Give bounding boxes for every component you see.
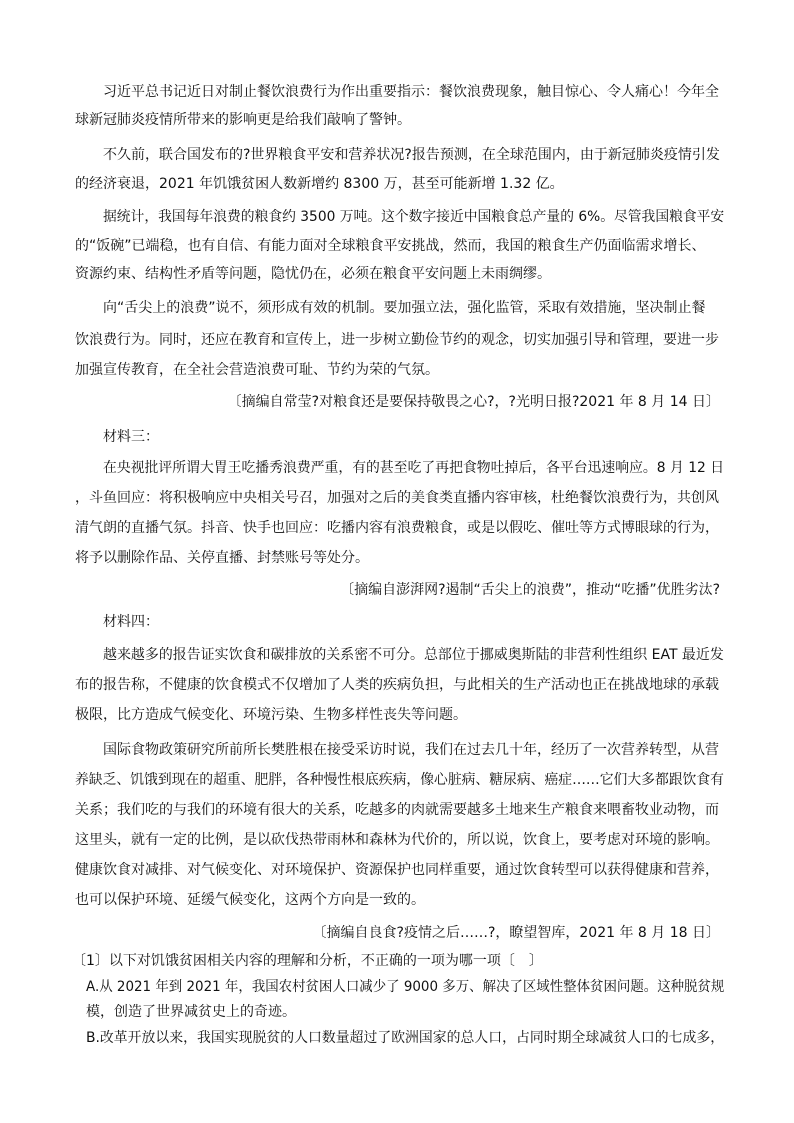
- paragraph-line: 资源约束、结构性矛盾等问题，隐忧仍在，必须在粮食平安问题上未雨绸缪。: [75, 266, 551, 282]
- option-a-line: A.从 2021 年到 2021 年，我国农村贫困人口减少了 9000 多万、解决了区域性整体贫困问题。这种脱贫规: [86, 979, 725, 995]
- paragraph-line: 国际食物政策研究所前所长樊胜根在接受采访时说，我们在过去几十年，经历了一次营养转型，从营: [103, 742, 719, 758]
- paragraph-line: 在央视批评所谓大胃王吃播秀浪费严重，有的甚至吃了再把食物吐掉后，各平台迅速响应。8 月 12 日: [103, 460, 725, 476]
- paragraph-line: 关系；我们吃的与我们的环境有很大的关系，吃越多的肉就需要越多土地来生产粮食来喂畜牧业动物，而: [75, 802, 719, 818]
- paragraph-line: 养缺乏、饥饿到现在的超重、肥胖，各种慢性根底疾病，像心脏病、糖尿病、癌症……它们大多都跟饮食有: [75, 772, 724, 788]
- paragraph-line: 球新冠肺炎疫情所带来的影响更是给我们敲响了警钟。: [75, 112, 411, 128]
- material-heading: 材料三：: [103, 429, 159, 445]
- paragraph-line: 将予以删除作品、关停直播、封禁账号等处分。: [75, 550, 369, 566]
- paragraph-line: 极限，比方造成气候变化、环境污染、生物多样性丧失等问题。: [75, 707, 467, 723]
- paragraph-line: 的“饭碗”已端稳，也有自信、有能力面对全球粮食平安挑战，然而，我国的粮食生产仍面临需求增长、: [75, 238, 706, 254]
- paragraph-line: 饮浪费行为。同时，还应在教育和宣传上，进一步树立勤俭节约的观念，切实加强引导和管理，要进一步: [75, 332, 719, 348]
- question-stem: 〔1〕以下对饥饿贫困相关内容的理解和分析，不正确的一项为哪一项〔 〕: [72, 953, 543, 969]
- source-citation: 〔摘编自常莹?对粮食还是要保持敬畏之心?，?光明日报?2021 年 8 月 14 日〕: [227, 394, 720, 410]
- paragraph-line: 的经济衰退，2021 年饥饿贫困人数新增约 8300 万，甚至可能新增 1.32 亿。: [75, 176, 564, 192]
- paragraph-line: ，斗鱼回应：将积极响应中央相关号召，加强对之后的美食类直播内容审核，杜绝餐饮浪费行为，共创风: [75, 490, 719, 506]
- paragraph-line: 加强宣传教育，在全社会营造浪费可耻、节约为荣的气氛。: [75, 362, 439, 378]
- option-a-line: 模，创造了世界减贫史上的奇迹。: [86, 1004, 296, 1020]
- source-citation: 〔摘编自澎湃网?遏制“舌尖上的浪费”，推动“吃播”优胜劣汰?: [340, 582, 720, 598]
- material-heading: 材料四：: [103, 614, 159, 630]
- paragraph-line: 习近平总书记近日对制止餐饮浪费行为作出重要指示：餐饮浪费现象，触目惊心、令人痛心！今年全: [103, 84, 719, 100]
- paragraph-line: 不久前，联合国发布的?世界粮食平安和营养状况?报告预测，在全球范围内，由于新冠肺炎疫情引发: [103, 147, 720, 163]
- paragraph-line: 据统计，我国每年浪费的粮食约 3500 万吨。这个数字接近中国粮食总产量的 6%。尽管我国粮食平安: [103, 209, 725, 225]
- paragraph-line: 布的报告称，不健康的饮食模式不仅增加了人类的疾病负担，与此相关的生产活动也正在挑战地球的承载: [75, 677, 719, 693]
- paragraph-line: 清气朗的直播气氛。抖音、快手也回应：吃播内容有浪费粮食，或是以假吃、催吐等方式博眼球的行为，: [75, 520, 719, 536]
- paragraph-line: 这里头，就有一定的比例，是以砍伐热带雨林和森林为代价的，所以说，饮食上，要考虑对环境的影响。: [75, 832, 719, 848]
- option-b-line: B.改革开放以来，我国实现脱贫的人口数量超过了欧洲国家的总人口，占同时期全球减贫人口的七成多，: [86, 1030, 725, 1046]
- paragraph-line: 也可以保护环境、延缓气候变化，这两个方向是一致的。: [75, 892, 425, 908]
- paragraph-line: 健康饮食对减排、对气候变化、对环境保护、资源保护也同样重要，通过饮食转型可以获得健康和营养，: [75, 862, 719, 878]
- paragraph-line: 向“舌尖上的浪费”说不，须形成有效的机制。要加强立法，强化监管，采取有效措施，坚决制止餐: [103, 300, 706, 316]
- paragraph-line: 越来越多的报告证实饮食和碳排放的关系密不可分。总部位于挪威奥斯陆的非营利性组织 EAT 最近发: [103, 647, 724, 663]
- source-citation: 〔摘编自良食?疫情之后……?，瞭望智库，2021 年 8 月 18 日〕: [312, 925, 720, 941]
